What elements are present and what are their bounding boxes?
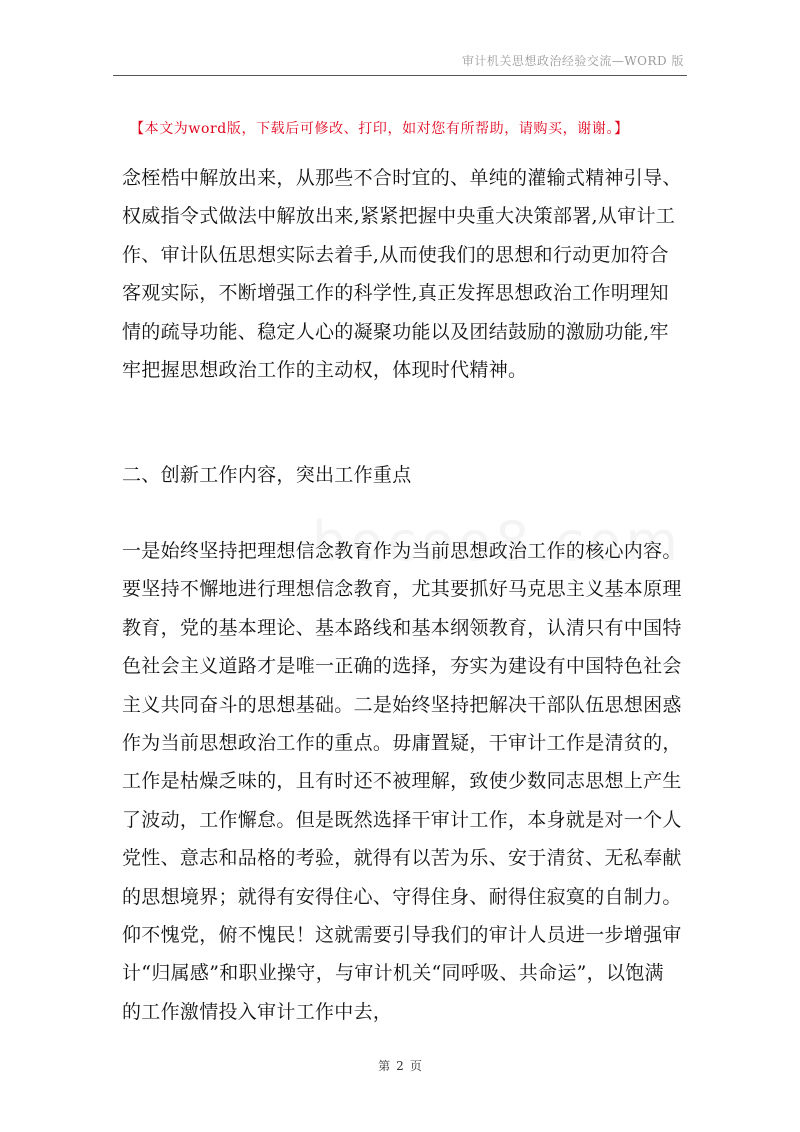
page-label-prefix: 第 — [378, 1059, 391, 1073]
page-footer — [0, 1057, 800, 1074]
running-header: 审计机关思想政治经验交流—WORD 版 — [461, 54, 684, 68]
section-heading: 二、创新工作内容，突出工作重点 — [122, 464, 412, 486]
page-label-suffix: 页 — [409, 1059, 422, 1073]
body-paragraph-1: 念桎梏中解放出来，从那些不合时宜的、单纯的灌输式精神引导、权威指令式做法中解放出来,紧紧把握中央重大决策部署,从审计工作、审计队伍思想实际去着手,从而使我们的思想和行动更加符合客观实际，不断增强工作的科学性,真正发挥思想政治工作明理知情的疏导功能、稳定人心的凝聚功能以及团结鼓励的激励功能,牢牢把握思想政治工作的主动权，体现时代精神。 — [122, 167, 682, 382]
body-paragraph-2: 一是始终坚持把理想信念教育作为当前思想政治工作的核心内容。要坚持不懈地进行理想信念教育，尤其要抓好马克思主义基本原理教育，党的基本理论、基本路线和基本纲领教育，认清只有中国特色社会主义道路才是唯一正确的选择，夯实为建设有中国特色社会主义共同奋斗的思想基础。二是始终坚持把解决干部队伍思想困惑作为当前思想政治工作的重点。毋庸置疑，干审计工作是清贫的，工作是枯燥乏味的，且有时还不被理解，致使少数同志思想上产生了波动，工作懈怠。但是既然选择干审计工作，本身就是对一个人党性、意志和品格的考验，就得有以苦为乐、安于清贫、无私奉献的思想境界；就得有安得住心、守得住身、耐得住寂寞的自制力。仰不愧党，俯不愧民！这就需要引导我们的审计人员进一步增强审计“归属感”和职业操守，与审计机关“同呼吸、共命运”，以饱满的工作激情投入审计工作中去， — [122, 540, 682, 1023]
page-number: 2 — [396, 1059, 404, 1073]
header-rule — [113, 75, 687, 76]
download-notice: 【本文为word版，下载后可修改、打印，如对您有所帮助，请购买，谢谢。】 — [130, 121, 629, 137]
